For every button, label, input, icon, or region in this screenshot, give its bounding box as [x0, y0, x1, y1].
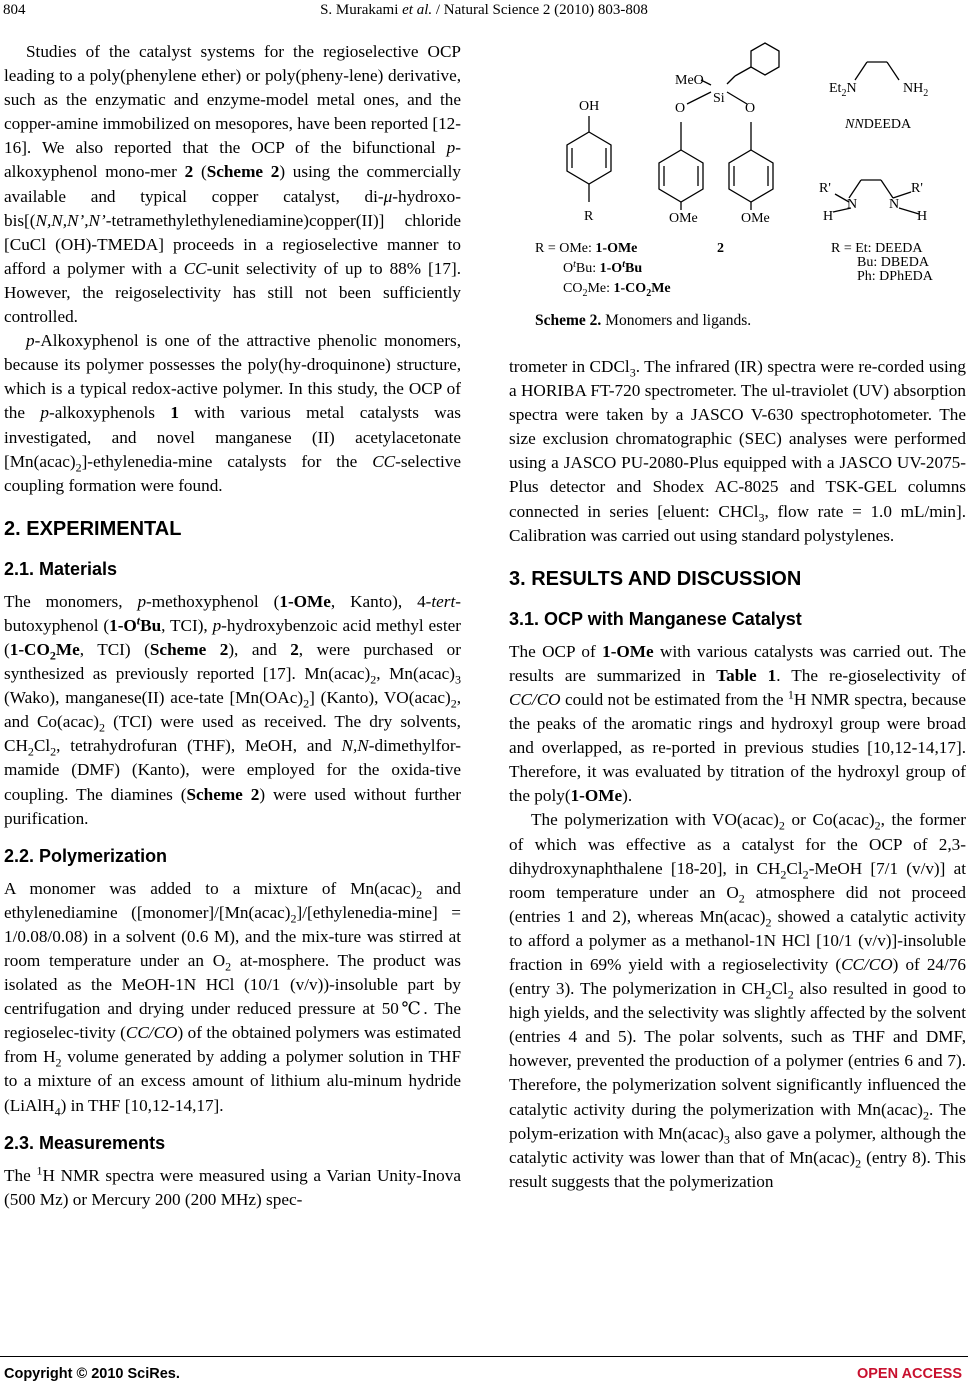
- ligand-line-1: R = Et: DEEDA: [831, 241, 923, 256]
- subsection-heading-materials: 2.1. Materials: [4, 558, 118, 579]
- scheme-2-structures: [515, 40, 965, 310]
- page-header: [0, 2, 968, 22]
- footer-rule: [0, 1356, 968, 1357]
- label-r: R: [584, 209, 594, 224]
- paragraph-ocp-results: The OCP of 1-OMe with various catalysts was carried out. The results are summarized in Table 1. The re-gioselectivity of CC/CO could not be estimated from the $^1$H NMR spectra, because the peaks of the aromatic rings and hydroxyl group were broad and overlapped, as re-ported in previous studies [10,12-14,17]. Therefore, it was evaluated by titration of the hydroxyl group of the poly(1-OMe).: [509, 641, 966, 806]
- paragraph-measurements-cont: trometer in CDCl$_3$. The infrared (IR) spectra were re-corded using a HORIBA FT-720 spectrometer. The ul-traviolet (UV) absorption spectra were taken by a JASCO V-630 spectrophotometer. The size exclusion chromatographic (SEC) analyses were performed using a JASCO PU-2080-Plus equipped with a JASCO UV-2075-Plus detector and Shodex AC-8025 and TSK-GEL columns connected in series [eluent: CHCl$_3$, flow rate = 1.0 mL/min]. Calibration was carried out using standard polystylenes.: [509, 357, 967, 545]
- paragraph-measurements: The $^1$H NMR spectra were measured using a Varian Unity-Inova (500 Mz) or Mercury 200 (200 MHz) spec-: [4, 1162, 461, 1209]
- label-o-right: O: [745, 101, 756, 116]
- paragraph-materials: The monomers, p-methoxyphenol (1-OMe, Kanto), 4-tert-butoxyphenol ($1-O^tBu$, TCI), p-hydroxybenzoic acid methyl ester ($1-CO_2Me$, TCI) (Scheme 2), and 2, were purchased or synthesized as previously reported [17]. $Mn(acac)_2$, $Mn(acac)_3$ (Wako), manganese(II) ace-tate $[Mn(OAc)_2]$ (Kanto), $VO(acac)_2$, and $Co(acac)_2$ (TCI) were used as received. The dry solvents, $CH_2Cl_2$, tetrahydrofuran (THF), MeOH, and N,N-dimethylfor-mamide (DMF) (Kanto), were employed for the oxida-tive coupling. The diamines (Scheme 2) were used without further purification.: [4, 591, 462, 828]
- right-column: [509, 355, 966, 1194]
- label-n-left: N: [847, 197, 858, 212]
- label-h-left: H: [823, 209, 834, 224]
- label-ome-right: OMe: [741, 211, 770, 226]
- scheme-2-caption: Scheme 2. Monomers and ligands.: [535, 312, 752, 329]
- monomer-line-1: R = OMe: 1-OMe: [535, 241, 638, 256]
- label-oh: OH: [579, 99, 600, 114]
- scheme-2-figure: [515, 40, 965, 340]
- running-head: S. Murakami et al. / Natural Science 2 (2010) 803-808: [320, 2, 648, 18]
- paragraph-polymerization-results: The polymerization with $VO(acac)_2$ or $Co(acac)_2$, the former of which was effective as a catalyst for the OCP of 2,3-dihydroxynaphthalene [18-20], in $CH_2Cl_2$-MeOH [7/1 (v/v)] at room temperature under an $O_2$ atmosphere did not proceed (entries 1 and 2), whereas $Mn(acac)_2$ showed a catalytic activity to afford a polymer as a methanol-1N HCl [10/1 (v/v)]-insoluble fraction in 69% yield with a regioselectivity (CC/CO) of 24/76 (entry 3). The polymerization in $CH_2Cl_2$ also resulted in good to high yields, and the selectivity was slightly affected by the solvent (entries 4 and 5). The polar solvents, such as THF and DMF, however, prevented the production of a polymer (entries 6 and 7). Therefore, the polymerization solvent significantly influenced the catalytic activity during the polymerization with $Mn(acac)_2$. The polym-erization with $Mn(acac)_3$ also gave a polymer, although the catalytic activity was lower than that of $Mn(acac)_2$ (entry 8). This result suggests that the polymerization: [509, 810, 966, 1191]
- ligand-line-2: Bu: DBEDA: [857, 255, 929, 270]
- subsection-heading-ocp-manganese: 3.1. OCP with Manganese Catalyst: [509, 608, 802, 629]
- open-access-label: OPEN ACCESS: [856, 1366, 962, 1382]
- label-o-left: O: [675, 101, 686, 116]
- ligand-line-3: Ph: DPhEDA: [857, 269, 933, 284]
- label-n-right: N: [889, 197, 900, 212]
- monomer-line-2: $O^tBu$: $1-O^tBu$: [563, 259, 643, 276]
- left-column: [4, 40, 461, 1212]
- paragraph-polymerization: A monomer was added to a mixture of $Mn(acac)_2$ and ethylenediamine $([monomer]/[Mn(acac)_2]/[ethylenedia-\min e] = 1/0.08/0.08)$ in a solvent (0.6 M), and the mix-ture was stirred at room temperature under an $O_2$ at-mosphere. The product was isolated as the MeOH-1N HCl (10/1 (v/v))-insoluble part by centrifugation and drying under reduced pressure at 50℃. The regioselec-tivity (CC/CO) of the obtained polymers was estimated from $H_2$ volume generated by adding a polymer solution in THF to a mixture of an excess amount of lithium alu-minum hydride (LiAlH$_4$) in THF [10,12-14,17].: [4, 878, 462, 1118]
- monomer-line-3: $CO_2Me$: $1-CO_2Me$: [563, 281, 671, 299]
- label-nh2: $NH_2$: [903, 81, 929, 99]
- section-heading-experimental: 2. EXPERIMENTAL: [4, 517, 182, 540]
- paragraph-intro-alkoxyphenol: p-Alkoxyphenol is one of the attractive phenolic monomers, because its polymer possesses the poly(hy-droquinone) structure, which is a typical redox-active polymer. In this study, the OCP of the p-alkoxyphenols 1 with various metal catalysts was investigated, and novel manganese (II) acetylacetonate $[Mn(acac)_2]-ethylenedia$-mine catalysts for the CC-selective coupling formation were found.: [4, 331, 461, 495]
- label-compound-2: 2: [717, 241, 724, 256]
- label-nndeeda: NNDEEDA: [845, 117, 912, 132]
- label-rprime-left: R': [819, 181, 831, 196]
- copyright-notice: Copyright © 2010 SciRes.: [4, 1366, 180, 1382]
- subsection-heading-polymerization: 2.2. Polymerization: [4, 845, 168, 866]
- label-ome-left: OMe: [669, 211, 698, 226]
- label-meo: MeO: [675, 73, 704, 88]
- paragraph-intro-catalysts: Studies of the catalyst systems for the regioselective OCP leading to a poly(phenylene ether) or poly(pheny-lene) derivative, such as the enzymatic and enzyme-model metal ones, and the copper-amine immobilized on mesopores, have been reported [12-16]. We also reported that the OCP of the bifunctional p-alkoxyphenol mono-mer 2 (Scheme 2) using the commercially available and typical copper catalyst, di-μ-hydroxo-bis[(N,N,N’,N’-tetramethylethylenediamine)copper(II)] chloride [CuCl (OH)-TMEDA] proceeds in a regioselective manner to afford a polymer with a CC-unit selectivity of up to 88% [17]. However, the reigoselectivity has still not been sufficiently controlled.: [4, 42, 461, 327]
- label-si: Si: [713, 91, 725, 106]
- label-rprime-right: R': [911, 181, 923, 196]
- section-heading-results: 3. RESULTS AND DISCUSSION: [509, 567, 802, 590]
- page-footer: [0, 1366, 968, 1386]
- page-number: 804: [3, 2, 26, 18]
- label-et2n: $Et_2N$: [829, 81, 857, 99]
- subsection-heading-measurements: 2.3. Measurements: [4, 1132, 166, 1153]
- label-h-right: H: [917, 209, 928, 224]
